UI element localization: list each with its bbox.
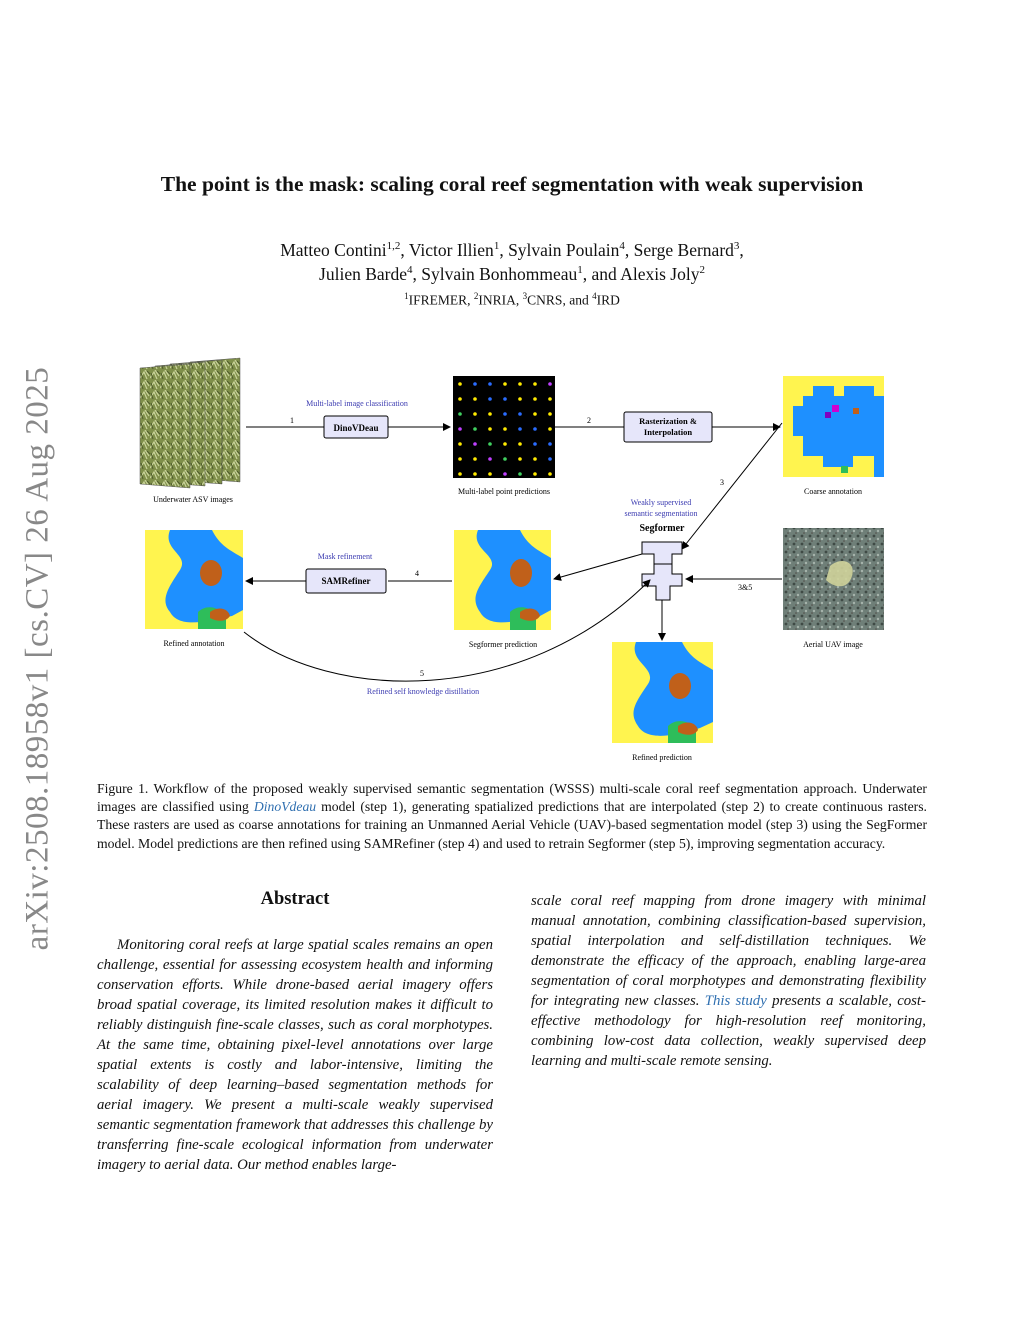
- prediction-point: [518, 472, 522, 476]
- affil-name: CNRS: [527, 292, 563, 308]
- prediction-point: [473, 427, 477, 431]
- author-name: Serge Bernard: [633, 240, 734, 260]
- prediction-point: [548, 397, 552, 401]
- arrow-step5: [244, 580, 650, 681]
- abstract-right-column: [531, 891, 926, 1071]
- samrefiner-label: SAMRefiner: [321, 576, 371, 586]
- rasterization-label-1: Rasterization &: [639, 416, 697, 426]
- prediction-point: [488, 382, 492, 386]
- prediction-point: [518, 382, 522, 386]
- note-multilabel: Multi-label image classification: [306, 399, 408, 408]
- figure-caption: [97, 780, 927, 853]
- step-number-3: 3: [720, 478, 724, 487]
- coarse-annotation-image: [783, 376, 884, 477]
- prediction-point: [518, 442, 522, 446]
- prediction-point: [518, 457, 522, 461]
- prediction-point: [473, 472, 477, 476]
- prediction-point: [503, 457, 507, 461]
- step-number-1: 1: [290, 416, 294, 425]
- step-number-5: 5: [420, 669, 424, 678]
- prediction-point: [548, 442, 552, 446]
- label-refined-annotation: Refined annotation: [163, 639, 225, 648]
- prediction-point: [503, 472, 507, 476]
- paper-title: The point is the mask: scaling coral reef segmentation with weak supervision: [160, 172, 864, 196]
- prediction-point: [503, 397, 507, 401]
- abstract-right-text-1: scale coral reef mapping from drone imagery with minimal manual annotation, combining classification-based supervision, spatial interpolation and self-distillation techniques. We demonstrate the efficacy of the approach, enabling large-area segmentation of coral morphotypes and demonstrating flexibility for integrating new classes.: [531, 893, 926, 1009]
- abstract-left-column: Monitoring coral reefs at large spatial scales remains an open challenge, essential for assessing ecosystem health and informing conservation efforts. While drone-based aerial imagery offers broad spatial coverage, its limited resolution makes it difficult to reliably distinguish fine-scale classes, such as coral morphotypes. At the same time, obtaining pixel-level annotations over large spatial extents is costly and labor-intensive, limiting the scalability of deep learning–based segmentation methods for aerial imagery. We present a multi-scale weakly supervised semantic segmentation framework that addresses this challenge by transferring fine-scale ecological information from underwater imagery to aerial data. Our method enables large-: [97, 937, 493, 1173]
- label-refined-prediction: Refined prediction: [632, 753, 692, 762]
- affil-name: IFREMER: [408, 292, 468, 308]
- prediction-point: [488, 457, 492, 461]
- prediction-point: [488, 427, 492, 431]
- prediction-point: [533, 382, 537, 386]
- segformer-prediction-image: [454, 530, 551, 630]
- author-name: Alexis Joly: [620, 264, 700, 284]
- prediction-point: [533, 412, 537, 416]
- label-aerial: Aerial UAV image: [803, 640, 863, 649]
- prediction-point: [488, 472, 492, 476]
- author-sup: 3: [733, 240, 740, 253]
- prediction-point: [473, 442, 477, 446]
- segformer-encoder-shape: [642, 542, 682, 564]
- author-name: Matteo Contini: [280, 240, 387, 260]
- prediction-point: [458, 457, 462, 461]
- prediction-point: [503, 427, 507, 431]
- label-point-predictions: Multi-label point predictions: [458, 487, 550, 496]
- rasterization-label-2: Interpolation: [643, 427, 693, 437]
- aerial-uav-image: [783, 528, 884, 630]
- prediction-point: [458, 442, 462, 446]
- prediction-point: [458, 382, 462, 386]
- abstract-link-this-study[interactable]: This study: [704, 993, 767, 1009]
- affil-name: INRIA: [478, 292, 516, 308]
- author-sup: 1,2: [386, 240, 401, 253]
- abstract-heading: Abstract: [260, 889, 330, 909]
- prediction-point: [518, 412, 522, 416]
- prediction-point: [473, 457, 477, 461]
- author-name: Sylvain Bonhommeau: [421, 264, 578, 284]
- author-name: Julien Barde: [319, 264, 407, 284]
- caption-suffix: model (step 1), generating spatialized predictions that are interpolated (step 2) to create continuous rasters. These rasters are used as coarse annotations for training an Unmanned Aerial Vehicle (UAV)-based segmentation model (step 3) using the SegFormer model. Model predictions are then refined using SAMRefiner (step 4) and used to retrain Segformer (step 5), improving segmentation accuracy.: [97, 799, 927, 851]
- prediction-point: [503, 412, 507, 416]
- author-sup: 4: [619, 240, 625, 253]
- author-sup: 4: [407, 264, 413, 277]
- prediction-point: [533, 472, 537, 476]
- prediction-point: [488, 397, 492, 401]
- label-segformer-prediction: Segformer prediction: [468, 640, 538, 649]
- segformer-label: Segformer: [639, 523, 685, 534]
- note-weakly-1: Weakly supervised: [630, 498, 692, 507]
- affil-sup: 1: [404, 291, 409, 301]
- prediction-point: [548, 382, 552, 386]
- prediction-point: [488, 412, 492, 416]
- prediction-point: [458, 427, 462, 431]
- prediction-point: [518, 397, 522, 401]
- prediction-point: [458, 412, 462, 416]
- arxiv-stamp-text: arXiv:2508.18958v1 [cs.CV] 26 Aug 2025: [19, 366, 56, 951]
- author-sup: 1: [493, 240, 500, 253]
- author-name: Victor Illien: [408, 240, 494, 260]
- workflow-figure: [0, 350, 1024, 770]
- prediction-point: [473, 397, 477, 401]
- caption-prefix: Figure 1. Workflow of the proposed weakly supervised semantic segmentation (WSSS) multi-scale coral reef segmentation approach. Underwater images are classified using: [97, 781, 927, 815]
- prediction-point: [518, 427, 522, 431]
- prediction-point: [548, 457, 552, 461]
- label-coarse: Coarse annotation: [804, 487, 862, 496]
- refined-annotation-image: [145, 530, 243, 629]
- affiliations: $^1$IFREMER, $^2$INRIA, $^3$CNRS, and $^4$IRD: [404, 291, 620, 308]
- arrow-segformer-output: [554, 554, 642, 579]
- affil-sup: 4: [592, 291, 597, 301]
- prediction-point: [473, 412, 477, 416]
- affil-sup: 3: [522, 291, 528, 301]
- author-sup: 2: [699, 264, 705, 277]
- authors-line-1: Matteo Contini$^{1,2}$, Victor Illien$^1$, Sylvain Poulain$^4$, Serge Bernard$^3$,: [280, 240, 744, 260]
- prediction-point: [473, 382, 477, 386]
- prediction-point: [548, 472, 552, 476]
- prediction-point: [488, 442, 492, 446]
- underwater-image-stack: [140, 358, 240, 488]
- authors-line-2: Julien Barde$^4$, Sylvain Bonhommeau$^1$, and Alexis Joly$^2$: [319, 264, 705, 284]
- abstract-right-text-2: presents a scalable, cost-effective methodology for high-resolution reef monitoring, combining low-cost data collection, weakly supervised deep learning and multi-scale remote sensing.: [531, 993, 926, 1069]
- author-name: Sylvain Poulain: [508, 240, 620, 260]
- label-underwater: Underwater ASV images: [153, 495, 233, 504]
- dinovdeau-label: DinoVDeau: [333, 423, 379, 433]
- prediction-point: [503, 382, 507, 386]
- step-number-2: 2: [587, 416, 591, 425]
- prediction-point: [548, 427, 552, 431]
- prediction-point: [503, 442, 507, 446]
- prediction-point: [458, 397, 462, 401]
- prediction-point: [458, 472, 462, 476]
- author-sup: 1: [577, 264, 583, 277]
- step-number-4: 4: [415, 569, 419, 578]
- caption-link-dinovdeau[interactable]: DinoVdeau: [253, 799, 317, 815]
- note-self-distillation: Refined self knowledge distillation: [366, 687, 480, 696]
- prediction-point: [533, 442, 537, 446]
- prediction-point: [533, 457, 537, 461]
- point-prediction-image: [453, 376, 555, 478]
- prediction-point: [533, 397, 537, 401]
- prediction-point: [533, 427, 537, 431]
- affil-sup: 2: [473, 291, 479, 301]
- prediction-point: [548, 412, 552, 416]
- refined-prediction-image: [612, 642, 713, 743]
- note-mask-refinement: Mask refinement: [317, 552, 373, 561]
- affil-name: IRD: [596, 292, 620, 308]
- step-number-3and5: 3&5: [738, 583, 753, 592]
- note-weakly-2: semantic segmentation: [624, 509, 698, 518]
